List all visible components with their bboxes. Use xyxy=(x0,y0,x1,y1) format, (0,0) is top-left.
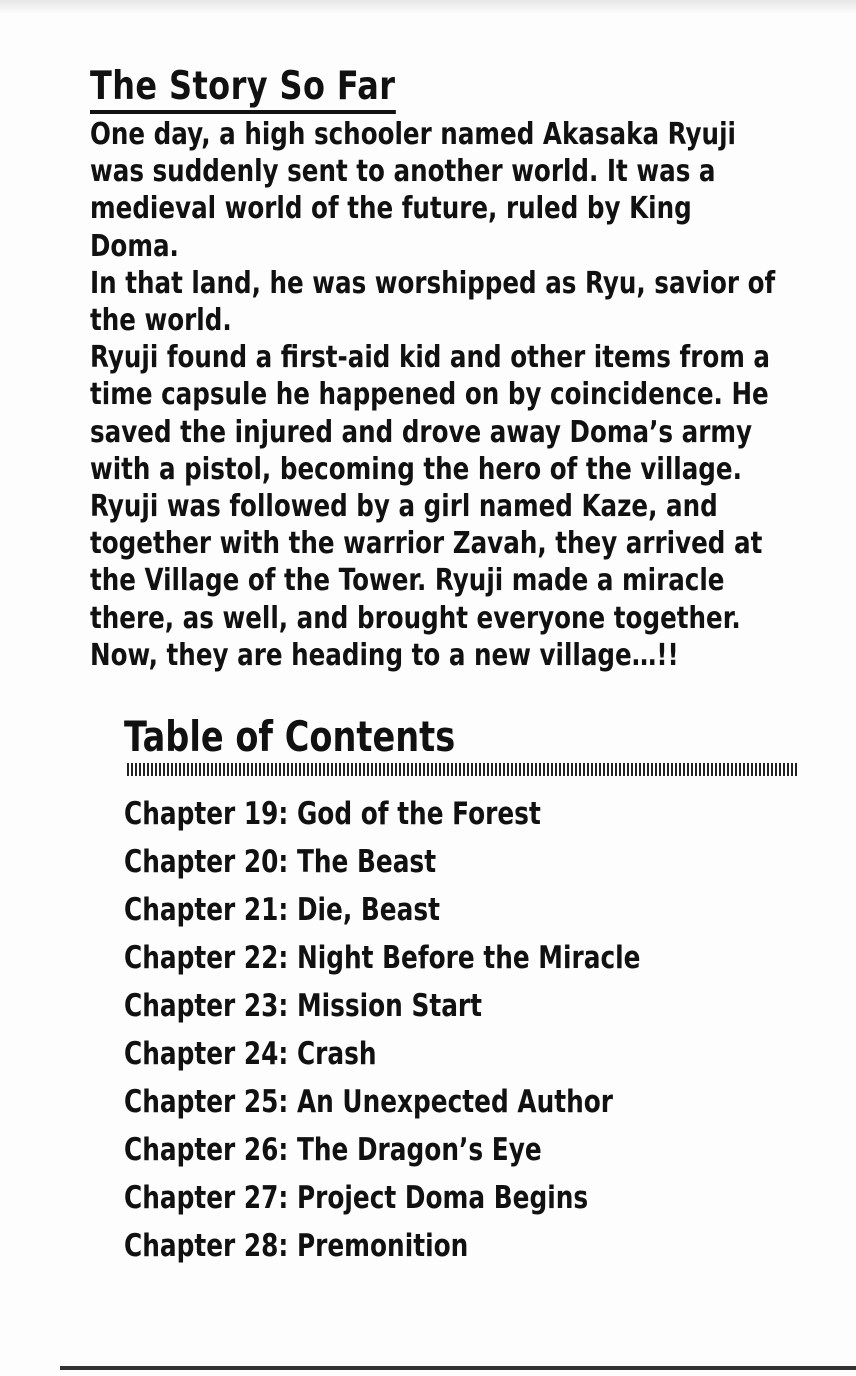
story-line: with a pistol, becoming the hero of the village. xyxy=(90,451,742,487)
toc-chapter-26: Chapter 26: The Dragon’s Eye xyxy=(124,1132,542,1168)
story-line: Ryuji was followed by a girl named Kaze, and xyxy=(90,489,718,525)
story-line: Ryuji found a first-aid kid and other items from a xyxy=(90,340,771,376)
toc-chapter-25: Chapter 25: An Unexpected Author xyxy=(124,1084,614,1120)
story-line: In that land, he was worshipped as Ryu, savior of xyxy=(90,265,776,301)
story-summary xyxy=(90,116,803,674)
toc-chapter-20: Chapter 20: The Beast xyxy=(124,844,437,880)
story-title: The Story So Far xyxy=(90,64,395,114)
story-line: One day, a high schooler named Akasaka Ryuji xyxy=(90,117,736,152)
story-line: time capsule he happened on by coincidence. He xyxy=(90,377,769,413)
story-line: Doma. xyxy=(90,228,179,264)
toc-chapter-27: Chapter 27: Project Doma Begins xyxy=(124,1180,589,1216)
story-line: together with the warrior Zavah, they arrived at xyxy=(90,526,763,562)
story-line: there, as well, and brought everyone together. xyxy=(90,600,741,636)
toc-chapter-28: Chapter 28: Premonition xyxy=(124,1228,469,1264)
toc-chapter-21: Chapter 21: Die, Beast xyxy=(124,892,440,928)
story-line: medieval world of the future, ruled by King xyxy=(90,191,692,227)
scan-edge xyxy=(0,0,856,14)
story-line: was suddenly sent to another world. It was a xyxy=(90,154,716,190)
toc-divider xyxy=(127,763,799,776)
story-line: the world. xyxy=(90,303,232,339)
toc-title: Table of Contents xyxy=(124,712,456,761)
story-line: Now, they are heading to a new village…!! xyxy=(90,637,679,673)
toc-chapter-23: Chapter 23: Mission Start xyxy=(124,988,483,1024)
story-line: saved the injured and drove away Doma’s army xyxy=(90,414,753,450)
toc-chapter-19: Chapter 19: God of the Forest xyxy=(124,796,541,832)
toc-chapter-22: Chapter 22: Night Before the Miracle xyxy=(124,940,641,976)
bottom-edge-line xyxy=(60,1366,856,1370)
story-line: the Village of the Tower. Ryuji made a miracle xyxy=(90,563,725,599)
toc-list xyxy=(124,790,770,1270)
toc-chapter-24: Chapter 24: Crash xyxy=(124,1036,377,1072)
